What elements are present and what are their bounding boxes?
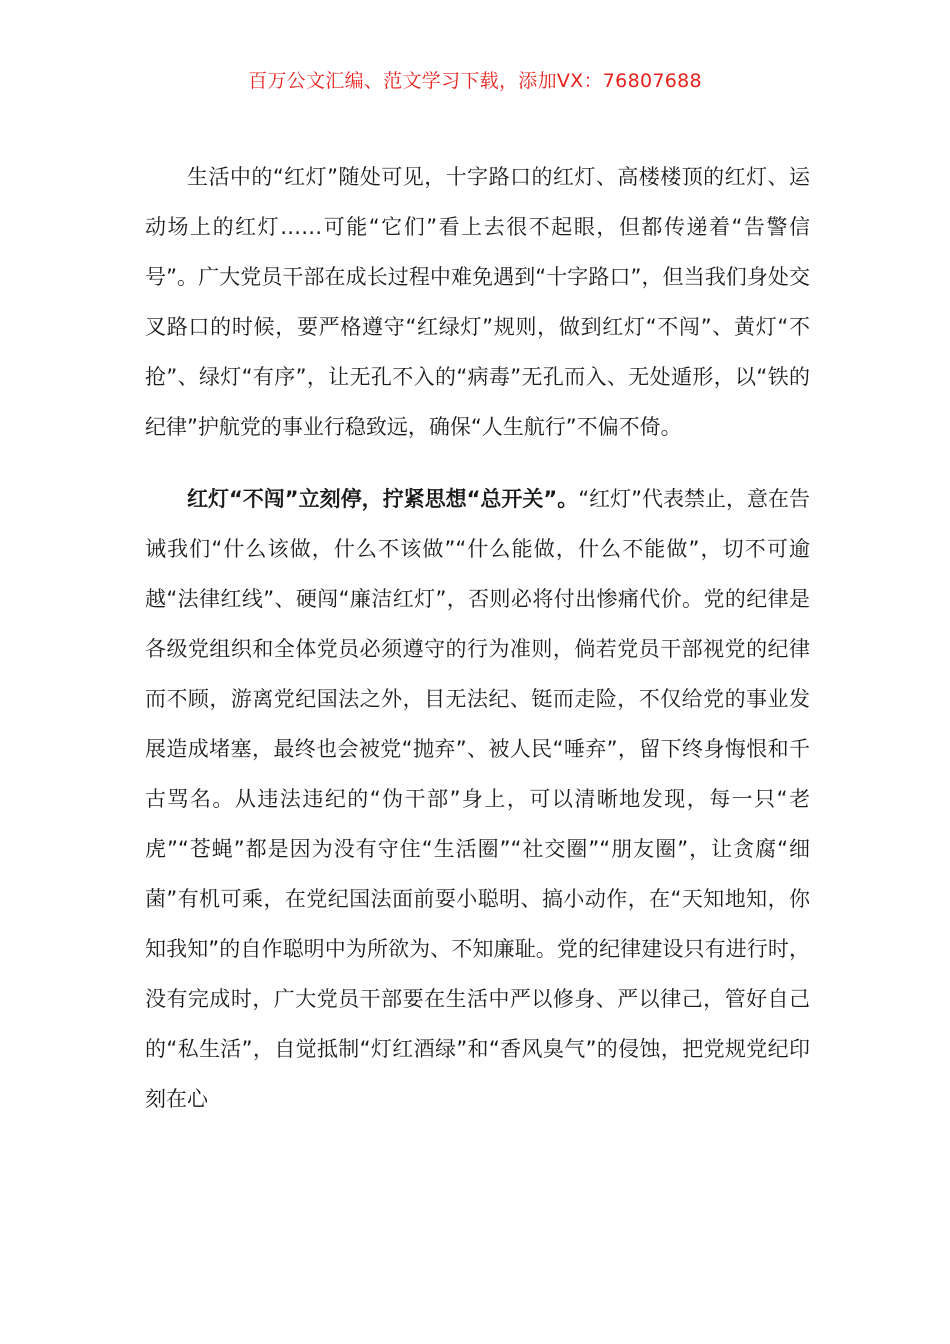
paragraph-intro-text: 生活中的“红灯”随处可见，十字路口的红灯、高楼楼顶的红灯、运动场上的红灯……可能“它们”看上去很不起眼，但都传递着“告警信号”。广大党员干部在成长过程中难免遇到“十字路口”，但当我们身处交叉路口的时候，要严格遵守“红绿灯”规则，做到红灯“不闯”、黄灯“不抢”、绿灯“有序”，让无孔不入的“病毒”无孔而入、无处遁形，以“铁的纪律”护航党的事业行稳致远，确保“人生航行”不偏不倚。 [145,165,810,439]
document-body [145,152,810,1124]
page-header-watermark: 百万公文汇编、范文学习下载，添加VX：76807688 [248,70,702,92]
paragraph-red-light [145,474,810,1124]
paragraph-red-light-text: “红灯”代表禁止，意在告诫我们“什么该做，什么不该做”“什么能做，什么不能做”，切不可逾越“法律红线”、硬闯“廉洁红灯”，否则必将付出惨痛代价。党的纪律是各级党组织和全体党员必须遵守的行为准则，倘若党员干部视党的纪律而不顾，游离党纪国法之外，目无法纪、铤而走险，不仅给党的事业发展造成堵塞，最终也会被党“抛弃”、被人民“唾弃”，留下终身悔恨和千古骂名。从违法违纪的“伪干部”身上，可以清晰地发现，每一只“老虎”“苍蝇”都是因为没有守住“生活圈”“社交圈”“朋友圈”，让贪腐“细菌”有机可乘，在党纪国法面前耍小聪明、搞小动作，在“天知地知，你知我知”的自作聪明中为所欲为、不知廉耻。党的纪律建设只有进行时，没有完成时，广大党员干部要在生活中严以修身、严以律己，管好自己的“私生活”，自觉抵制“灯红酒绿”和“香风臭气”的侵蚀，把党规党纪印刻在心 [145,487,810,1111]
paragraph-red-light-heading: 红灯“不闯”立刻停，拧紧思想“总开关”。 [187,487,579,511]
paragraph-intro [145,152,810,452]
